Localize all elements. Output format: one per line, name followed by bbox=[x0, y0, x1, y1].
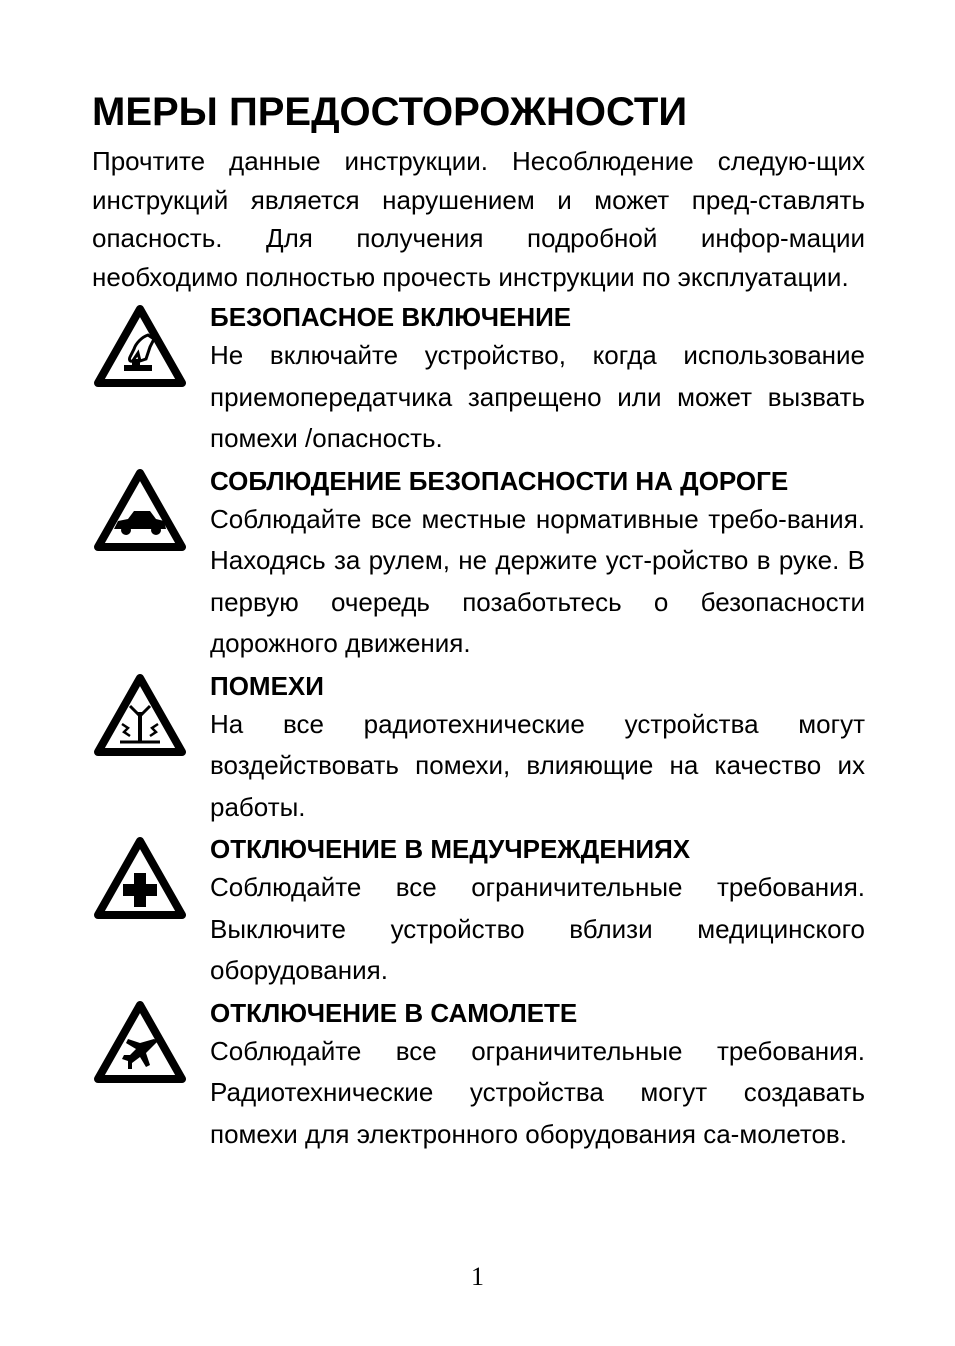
section-medical bbox=[92, 831, 865, 992]
section-text: На все радиотехнические устройства могут воздействовать помехи, влияющие на качество их работы. bbox=[210, 708, 865, 822]
section-safe-switch-on bbox=[92, 299, 865, 460]
section-road-safety bbox=[92, 463, 865, 665]
section-heading: ОТКЛЮЧЕНИЕ В МЕДУЧРЕЖДЕНИЯХ bbox=[210, 834, 691, 864]
medical-cross-warning-icon bbox=[92, 831, 210, 992]
page-title: МЕРЫ ПРЕДОСТОРОЖНОСТИ bbox=[92, 90, 688, 134]
section-heading: ОТКЛЮЧЕНИЕ В САМОЛЕТЕ bbox=[210, 997, 578, 1028]
section-text: Соблюдайте все ограничительные требования. Выключите устройство вблизи медицинского оборудования. bbox=[210, 872, 865, 985]
section-text: Соблюдайте все ограничительные требования. Радиотехнические устройства могут создавать помехи для электронного оборудования са-молетов. bbox=[210, 1035, 865, 1149]
section-airplane bbox=[92, 995, 865, 1156]
hand-on-switch-warning-icon bbox=[92, 299, 210, 460]
car-warning-icon bbox=[92, 463, 210, 665]
section-text: Соблюдайте все местные нормативные требо-вания. Находясь за рулем, не держите уст-ройство в руке. В первую очередь позаботьтесь о безопасности дорожного движения. bbox=[210, 503, 865, 658]
section-heading: БЕЗОПАСНОЕ ВКЛЮЧЕНИЕ bbox=[210, 302, 572, 332]
antenna-interference-warning-icon bbox=[92, 668, 210, 829]
section-interference bbox=[92, 668, 865, 829]
document-page bbox=[92, 82, 865, 1155]
page-number: 1 bbox=[471, 1262, 484, 1291]
section-text: Не включайте устройство, когда использование приемопередатчика запрещено или может вызвать помехи /опасность. bbox=[210, 340, 865, 453]
airplane-warning-icon bbox=[92, 995, 210, 1156]
intro-paragraph: Прочтите данные инструкции. Несоблюдение следую-щих инструкций является нарушением и может пред-ставлять опасность. Для получения подробной инфор-мации необходимо полностью прочесть инструкции по эксплуатации. bbox=[92, 146, 865, 292]
section-heading: СОБЛЮДЕНИЕ БЕЗОПАСНОСТИ НА ДОРОГЕ bbox=[210, 465, 789, 496]
section-heading: ПОМЕХИ bbox=[210, 670, 324, 701]
